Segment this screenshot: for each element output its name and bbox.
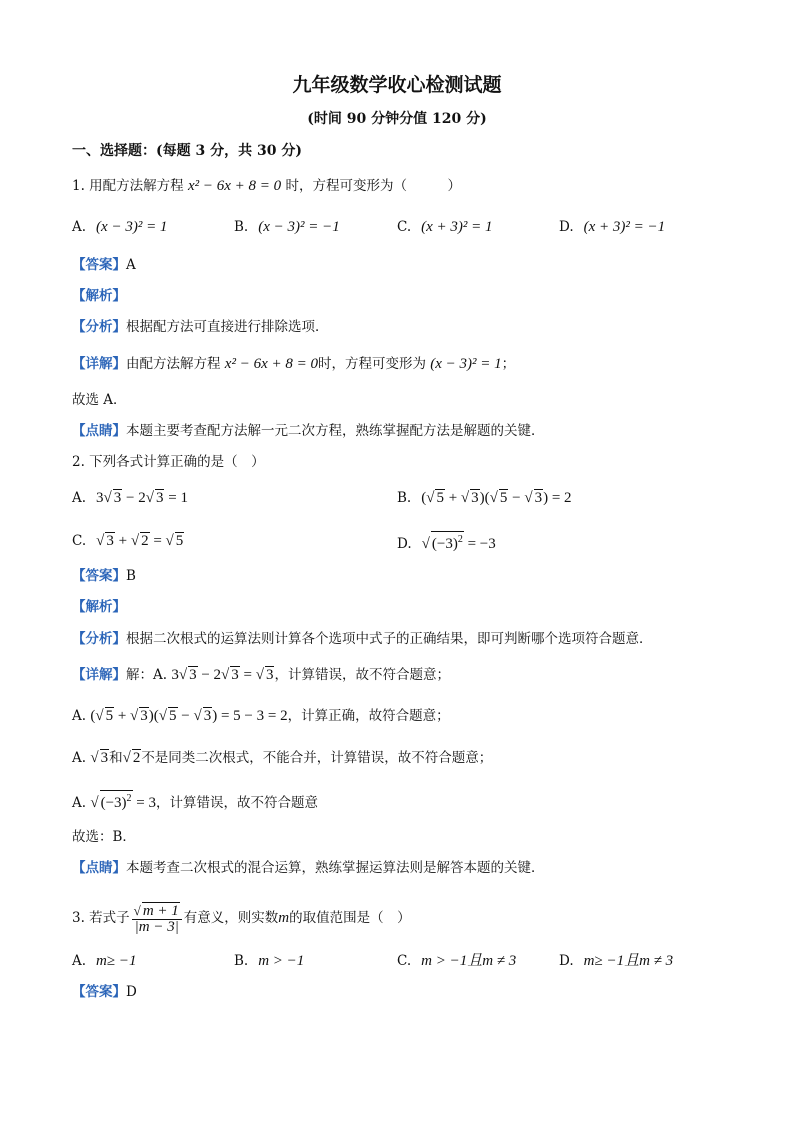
- q1-analysis-tag: 【解析】: [72, 288, 126, 304]
- q2-option-a: A. 3√ 3 − 2√ 3 = 1: [72, 490, 188, 506]
- q2-xiangjie-line1: 【详解】解：A. 3√ 3 − 2√ 3 = √ 3，计算错误，故不符合题意；: [72, 667, 450, 683]
- q3-fraction: $\frac{√ m + 1}{|m - 3|}$: [132, 902, 182, 935]
- q2-option-c: C. √ 3 + √ 2 = √ 5: [72, 533, 184, 549]
- q3-option-c: C. m > −1且m ≠ 3: [397, 953, 517, 969]
- q2-xiangjie-line2: A. (√ 5 + √ 3)(√ 5 − √ 3) = 5 − 3 = 2，计算正确，故符合题意；: [72, 708, 450, 724]
- q1-option-d: D. (x + 3)² = −1: [559, 219, 666, 235]
- q1-option-a: A. (x − 3)² = 1: [72, 219, 168, 235]
- q2-xiangjie-line4: A. √ $(-3)^2 = 3$，计算错误，故不符合题意: [72, 790, 318, 813]
- q2-fenxi: 【分析】根据二次根式的运算法则计算各个选项中式子的正确结果，即可判断哪个选项符合题意．: [72, 631, 653, 647]
- q2-dianjing: 【点睛】本题考查二次根式的混合运算，熟练掌握运算法则是解答本题的关键．: [72, 860, 545, 876]
- q3-answer: 【答案】D: [72, 984, 137, 1000]
- q2-option-d: D. √ $(-3)^2 = -3$: [397, 531, 496, 554]
- q2-choose: 故选：B．: [72, 829, 136, 845]
- q2-xiangjie-line3: A. √ 3和√ 2不是同类二次根式，不能合并，计算错误，故不符合题意；: [72, 750, 493, 766]
- q1-xiangjie: 【详解】由配方法解方程 x² − 6x + 8 = 0时，方程可变形为 (x − 3)² = 1；: [72, 356, 516, 372]
- q2-answer: 【答案】B: [72, 568, 136, 584]
- q2-option-b: B. (√ 5 + √ 3)(√ 5 − √ 3) = 2: [397, 490, 572, 506]
- q1-dianjing: 【点睛】本题主要考查配方法解一元二次方程，熟练掌握配方法是解题的关键．: [72, 423, 545, 439]
- q2-analysis-tag: 【解析】: [72, 599, 126, 615]
- q3-stem: 3. 若式子 $\frac{√ m + 1}{|m - 3|}$ 有意义，则实数m的取值范围是（ ）: [72, 903, 411, 935]
- q1-answer: 【答案】A: [72, 257, 136, 273]
- q1-option-b: B. (x − 3)² = −1: [234, 219, 340, 235]
- q1-option-c: C. (x + 3)² = 1: [397, 219, 493, 235]
- q3-option-d: D. m≥ −1且m ≠ 3: [559, 953, 674, 969]
- q1-stem: 1. 用配方法解方程 x² − 6x + 8 = 0 时，方程可变形为（ ）: [72, 178, 461, 194]
- q3-option-b: B. m > −1: [234, 953, 305, 969]
- page-title: 九年级数学收心检测试题: [292, 74, 502, 96]
- exam-subtitle: (时间 90 分钟分值 120 分): [307, 111, 487, 127]
- q3-option-a: A. m≥ −1: [72, 953, 137, 969]
- q2-stem: 2. 下列各式计算正确的是（ ）: [72, 454, 265, 470]
- q1-fenxi: 【分析】根据配方法可直接进行排除选项．: [72, 319, 329, 335]
- section-heading: 一、选择题：(每题 3 分，共 30 分): [72, 143, 302, 159]
- q1-choose: 故选 A．: [72, 392, 127, 408]
